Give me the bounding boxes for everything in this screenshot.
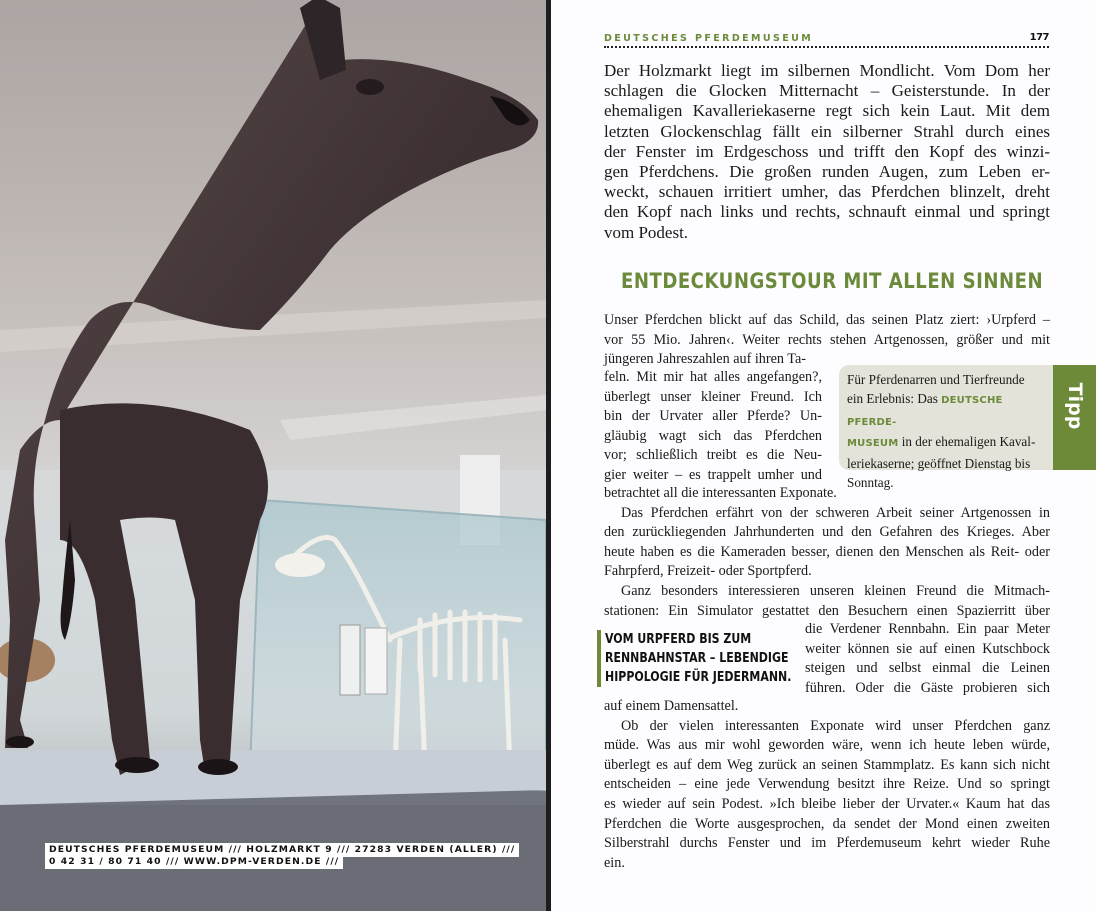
text-line: überlegt unser kleiner Freund. Ich bbox=[604, 388, 822, 405]
text-line: bin der Urvater aller Pferde? Un- bbox=[604, 408, 822, 425]
text-line: der Fenster im Erdgeschoss und trifft den Kopf des winzi- bbox=[604, 141, 1050, 161]
skeleton-skull bbox=[275, 553, 325, 577]
text-line: es wieder auf sein Podest. »Ich bleibe lieber der Urvater.« Kaum hat das bbox=[604, 795, 1050, 812]
text-line: Fahrpferd, Freizeit- oder Sportpferd. bbox=[604, 563, 812, 580]
text-line: feln. Mit mir hat alles angefangen?, bbox=[604, 369, 822, 385]
tip-line: ein Erlebnis: Das bbox=[847, 391, 942, 407]
text-line: weiter können sie auf einen Kutschbock bbox=[805, 640, 1050, 657]
pedestal-top bbox=[0, 750, 546, 805]
text-line: ein. bbox=[604, 854, 625, 871]
pull-quote-line: RENNBAHNSTAR – LEBENDIGE bbox=[605, 651, 789, 666]
text-line: Unser Pferdchen blickt auf das Schild, das seinen Platz ziert: ›Urpferd – bbox=[604, 312, 1050, 328]
text-line: müde. Was aus mir wohl geworden wäre, wenn ich heute leben würde, bbox=[604, 737, 1050, 754]
section-heading: ENTDECKUNGSTOUR MIT ALLEN SINNEN bbox=[621, 269, 1044, 293]
tip-highlight: MUSEUM bbox=[847, 438, 899, 450]
address-caption-line: DEUTSCHES PFERDEMUSEUM /// HOLZMARKT 9 /// 27283 VERDEN (ALLER) /// bbox=[45, 843, 519, 857]
intro-paragraph bbox=[604, 61, 1050, 243]
text-line: stationen: Ein Simulator gestattet den Besuchern einen Spazierritt über bbox=[604, 602, 1050, 619]
text-line: den Kopf nach links und rechts, schnauft einmal und springt bbox=[604, 202, 1050, 222]
text-line: weckt, schauen irritiert umher, das Pferdchen blinzelt, dreht bbox=[604, 182, 1050, 202]
pull-quote-line: HIPPOLOGIE FÜR JEDERMANN. bbox=[605, 670, 792, 685]
pull-quote-line: VOM URPFERD BIS ZUM bbox=[605, 632, 752, 647]
tip-box bbox=[839, 365, 1053, 491]
contact-caption-line: 0 42 31 / 80 71 40 /// WWW.DPM-VERDEN.DE /// bbox=[45, 855, 343, 869]
tip-text bbox=[847, 370, 1047, 492]
text-line: Der Holzmarkt liegt im silbernen Mondlicht. Vom Dom her bbox=[604, 61, 1050, 80]
text-line: entscheiden – eine jede Verwendung besitzt ihre Reize. Und so springt bbox=[604, 776, 1050, 793]
text-line: vor 55 Mio. Jahren‹. Weiter rechts stehen Artgenossen, größer und mit bbox=[604, 331, 1050, 348]
text-line: ehemaligen Kavalleriekaserne regt sich kein Laut. Mit dem bbox=[604, 101, 1050, 121]
text-line: letzten Glockenschlag fällt ein silberner Strahl durch eines bbox=[604, 121, 1050, 141]
text-line: auf einem Damensattel. bbox=[604, 698, 739, 714]
text-line: die Verdener Rennbahn. Ein paar Meter bbox=[805, 621, 1050, 637]
text-line: steigen und selbst einmal die Leinen bbox=[805, 660, 1050, 677]
text-line: Das Pferdchen erfährt von der schweren Arbeit seiner Artgenossen in bbox=[621, 504, 1050, 521]
tip-highlight: DEUTSCHE PFERDE- bbox=[847, 395, 1003, 428]
info-panel bbox=[365, 628, 387, 694]
text-line: gen Pferdchens. Die großen runden Augen, zum Leben er- bbox=[604, 162, 1050, 182]
text-line: betrachtet all die interessanten Exponate. bbox=[604, 485, 837, 501]
text-line: jüngeren Jahreszahlen auf ihren Ta- bbox=[604, 351, 807, 368]
body-paragraph-narrow bbox=[805, 620, 1050, 698]
text-line: überlegt es auf dem Weg zurück an seinen Stammplatz. Es kann sich nicht bbox=[604, 756, 1050, 773]
tip-line: in der ehemaligen Kaval- bbox=[898, 434, 1036, 450]
urpferd-sculpture-illustration bbox=[0, 0, 546, 911]
text-line: schlagen die Glocken Mitternacht – Geisterstunde. In der bbox=[604, 81, 1050, 101]
text-line: führen. Oder die Gäste probieren sich bbox=[805, 679, 1050, 696]
page-number: 177 bbox=[1029, 32, 1049, 43]
pull-quote bbox=[597, 630, 832, 687]
text-line: Ob der vielen interessanten Exponate wird unser Pferdchen ganz bbox=[621, 717, 1050, 734]
tip-line: leriekaserne; geöffnet Dienstag bis bbox=[847, 455, 1031, 471]
text-line: gläubig wagt sich das Pferdchen bbox=[604, 427, 822, 444]
tip-label: Tipp bbox=[1063, 382, 1086, 430]
running-title: DEUTSCHES PFERDEMUSEUM bbox=[604, 33, 814, 44]
text-line: heute haben es die Kameraden besser, dienen den Menschen als Reit- oder bbox=[604, 543, 1050, 560]
text-line: vor; schließlich treibt es die Neu- bbox=[604, 447, 822, 464]
text-page bbox=[551, 0, 1096, 911]
museum-photo bbox=[0, 0, 546, 911]
tip-tab bbox=[1053, 365, 1096, 470]
text-line: Ganz besonders interessieren unseren kleinen Freund die Mitmach- bbox=[621, 582, 1050, 599]
text-line: Silberstrahl durchs Fenster und im Pferdemuseum kehrt wieder Ruhe bbox=[604, 835, 1050, 852]
text-line: den zurückliegenden Jahrhunderten und den Gefahren des Krieges. Aber bbox=[604, 524, 1050, 541]
text-line: vom Podest. bbox=[604, 222, 689, 242]
text-line: Pferdchen die Worte ausgesprochen, da sendet der Mond einen zweiten bbox=[604, 815, 1050, 832]
body-paragraph-narrow bbox=[604, 368, 822, 486]
ceiling-beam bbox=[280, 395, 546, 440]
tip-line: Für Pferdenarren und Tierfreunde bbox=[847, 372, 1025, 387]
info-panel bbox=[340, 625, 360, 695]
body-paragraph bbox=[604, 697, 1050, 873]
running-head bbox=[604, 33, 1049, 48]
body-paragraph bbox=[604, 484, 1050, 621]
tip-line: Sonntag. bbox=[847, 475, 894, 491]
text-line: gier weiter – es trappelt umher und bbox=[604, 466, 822, 483]
body-paragraph bbox=[604, 311, 1050, 370]
